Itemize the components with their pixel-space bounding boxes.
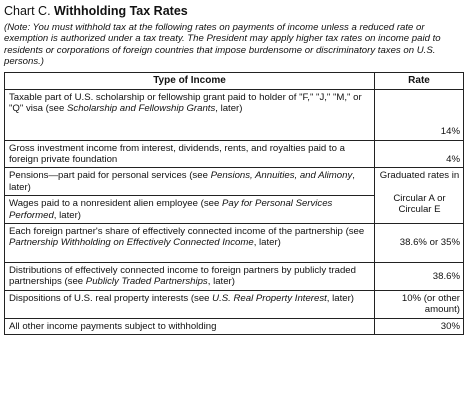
income-type-text: All other income payments subject to withholding	[9, 320, 217, 332]
rate-cell: 14%	[375, 89, 464, 140]
chart-title	[4, 4, 463, 19]
chart-title-prefix: Chart C.	[4, 4, 51, 18]
income-type-cell	[5, 290, 375, 318]
income-type-reference: Partnership Withholding on Effectively Connected Income	[9, 237, 254, 249]
rate-cell: 30%	[375, 318, 464, 334]
rate-graduated-text: Graduated rates in	[379, 170, 460, 182]
table-row	[5, 224, 464, 263]
income-type-suffix: , later)	[53, 209, 81, 221]
rate-cell: 10% (or other amount)	[375, 290, 464, 318]
withholding-note: (Note: You must withhold tax at the following rates on payments of income unless a reduced rate or exemption is authorized under a tax treaty. The President may apply higher tax rates on income paid to residents or corporations of foreign countries that impose burdensome or discriminatory taxes on U.S. persons.)	[4, 22, 441, 68]
income-type-reference: Pensions, Annuities, and Alimony	[210, 170, 353, 182]
income-type-cell	[5, 224, 375, 263]
withholding-rates-table	[4, 72, 464, 335]
table-row	[5, 140, 464, 168]
rate-circular-text: Circular A or Circular E	[393, 192, 446, 216]
header-rate: Rate	[375, 72, 464, 89]
income-type-text: Pensions—part paid for personal services (see	[9, 170, 211, 182]
rate-cell: 4%	[375, 140, 464, 168]
income-type-cell	[5, 318, 375, 334]
table-row	[5, 263, 464, 291]
income-type-text: Wages paid to a nonresident alien employee (see	[9, 198, 222, 210]
table-header-row	[5, 72, 464, 89]
income-type-reference: Scholarship and Fellowship Grants	[67, 103, 216, 115]
income-type-suffix: , later)	[215, 103, 243, 115]
rate-cell-graduated	[375, 168, 464, 224]
income-type-cell	[5, 168, 375, 196]
table-row	[5, 89, 464, 140]
income-type-suffix: , later)	[253, 237, 281, 249]
rate-cell: 38.6%	[375, 263, 464, 291]
income-type-cell	[5, 196, 375, 224]
income-type-reference: Publicly Traded Partnerships	[85, 276, 208, 288]
header-type-of-income: Type of Income	[5, 72, 375, 89]
rate-cell: 38.6% or 35%	[375, 224, 464, 263]
income-type-reference: U.S. Real Property Interest	[212, 292, 327, 304]
income-type-text: Distributions of effectively connected income to foreign partners by publicly traded partnerships (see	[9, 265, 356, 288]
income-type-text: Dispositions of U.S. real property interests (see	[9, 292, 213, 304]
income-type-text: Gross investment income from interest, dividends, rents, and royalties paid to a foreign private foundation	[9, 142, 345, 166]
table-row	[5, 168, 464, 196]
income-type-text: Each foreign partner's share of effectively connected income of the partnership (see	[9, 226, 365, 238]
income-type-cell	[5, 89, 375, 140]
income-type-reference: Pay for Personal Services Performed	[9, 198, 333, 221]
income-type-suffix: , later)	[9, 170, 355, 193]
table-row	[5, 318, 464, 334]
income-type-suffix: , later)	[207, 276, 235, 288]
income-type-cell	[5, 140, 375, 168]
table-row	[5, 290, 464, 318]
income-type-suffix: , later)	[326, 292, 354, 304]
income-type-cell	[5, 263, 375, 291]
income-type-text: Taxable part of U.S. scholarship or fellowship grant paid to holder of "F," "J," "M," or "Q" visa (see	[9, 91, 362, 115]
chart-title-main: Withholding Tax Rates	[54, 4, 188, 18]
